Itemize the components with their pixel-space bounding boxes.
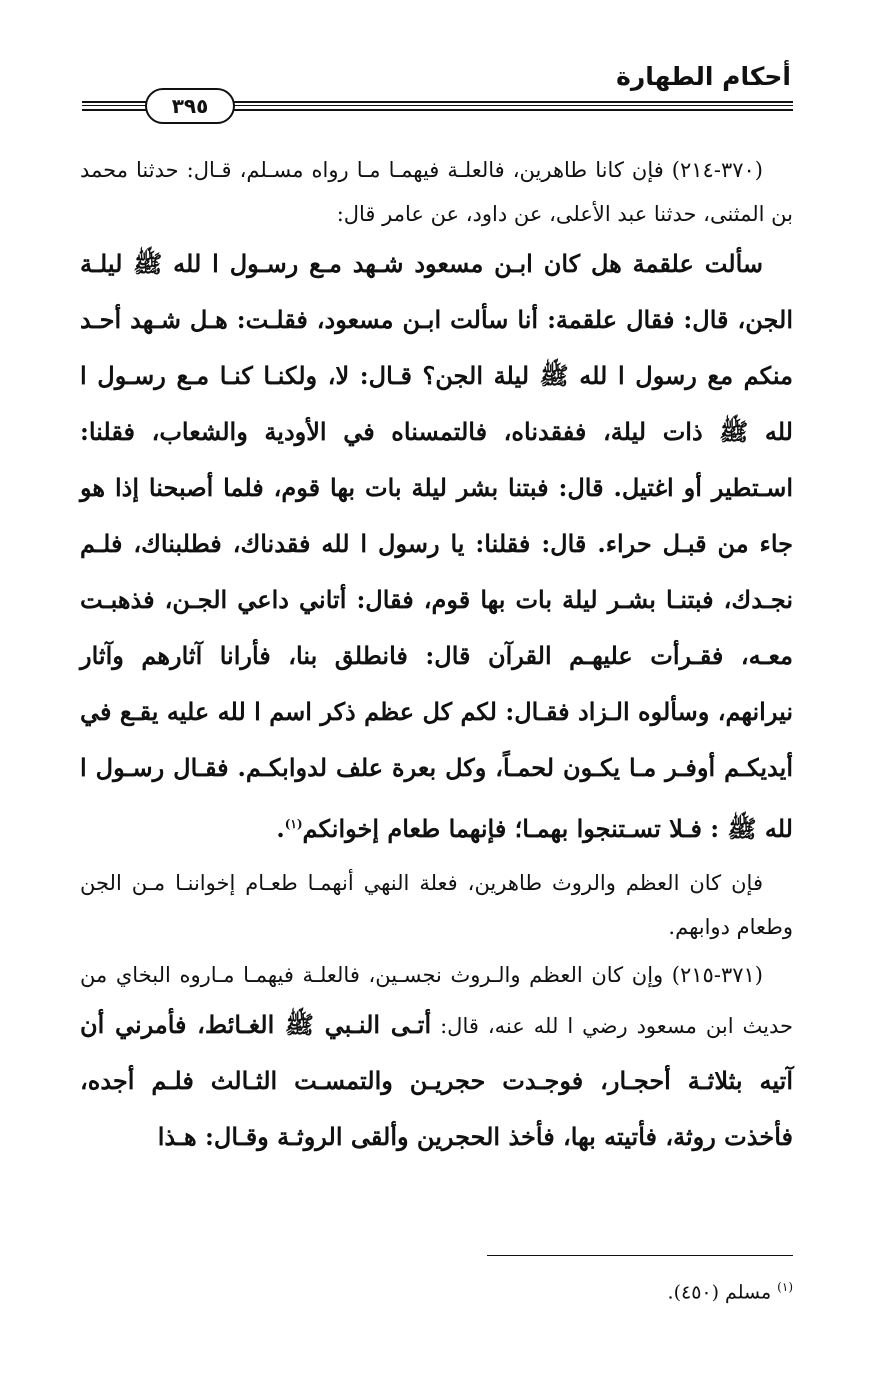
footnote-mark: (١) [777, 1280, 793, 1294]
hadith-intro-text: (٣٧١-٢١٥) وإن كان العظم والـروث نجسـين، فالعلـة فيهمـا مـاروه البخاي من حديث ابن مسعود رضي ا لله عنه، قال: [80, 963, 793, 1038]
page-number-badge: ٣٩٥ [145, 88, 235, 124]
paragraph-commentary: فإن كان العظم والروث طاهرين، فعلة النهي أنهمـا طعـام إخواننـا مـن الجن وطعام دوابهم. [80, 871, 793, 939]
hadith-text: سألت علقمة هل كان ابـن مسعود شـهد مـع رسـول ا لله ﷺ ليلـة الجن، قال: فقال علقمة: أنا سألت ابـن مسعود، فقلـت: هـل شـهد أحـد منكم مع رسول ا لله ﷺ ليلة الجن؟ قـال: لا، ولكنـا كنـا مـع رسـول ا لله ﷺ ذات ليلة، ففقدناه، فالتمسناه في الأودية والشعاب، فقلنا: اسـتطير أو اغتيل. قال: فبتنا بشر ليلة بات بها قوم، فلما أصبحنا إذا هو جاء من قبـل حراء. قال: فقلنا: يا رسول ا لله فقدناك، فطلبناك، فلـم نجـدك، فبتنـا بشـر ليلة بات بها قوم، فقال: أتاني داعي الجـن، فذهبـت معـه، فقـرأت عليهـم القرآن قال: فانطلق بنا، فأرانا آثارهم وآثار نيرانهم، وسألوه الـزاد فقـال: لكم كل عظم ذكر اسم ا لله عليه يقـع في أيديكـم أوفـر مـا يكـون لحمـاً، وكل بعرة علف لدوابكـم. فقـال رسـول ا لله ﷺ : فـلا تسـتنجوا بهمـا؛ فإنهما طعام إخوانكم [80, 249, 793, 843]
footnote-separator [487, 1255, 793, 1256]
hadith-text: أتـى النـبي ﷺ الغـائط، فأمرني أن آتيه بثلاثـة أحجـار، فوجـدت حجريـن والتمسـت الثـالث فلـم أجده، فأخذت روثة، فأتيته بها، فأخذ الحجرين وألقى الروثـة وقـال: هـذا [80, 1010, 793, 1151]
paragraph-hadith-370-intro: (٣٧٠-٢١٤) فإن كانا طاهرين، فالعلـة فيهمـا مـا رواه مسـلم، قـال: حدثنا محمد بن المثنى، حدثنا عبد الأعلى، عن داود، عن عامر قال: [80, 158, 793, 226]
footnote-text: مسلم (٤٥٠). [667, 1281, 772, 1304]
footnote-marker: (١) [284, 817, 303, 831]
page-body [80, 148, 793, 1165]
hadith-text-tail: . [276, 814, 285, 843]
paragraph-hadith-370-text [80, 236, 793, 857]
header-title: أحكام الطهارة [616, 62, 791, 91]
paragraph-hadith-371-intro [80, 953, 793, 1165]
footnote [668, 1272, 793, 1307]
